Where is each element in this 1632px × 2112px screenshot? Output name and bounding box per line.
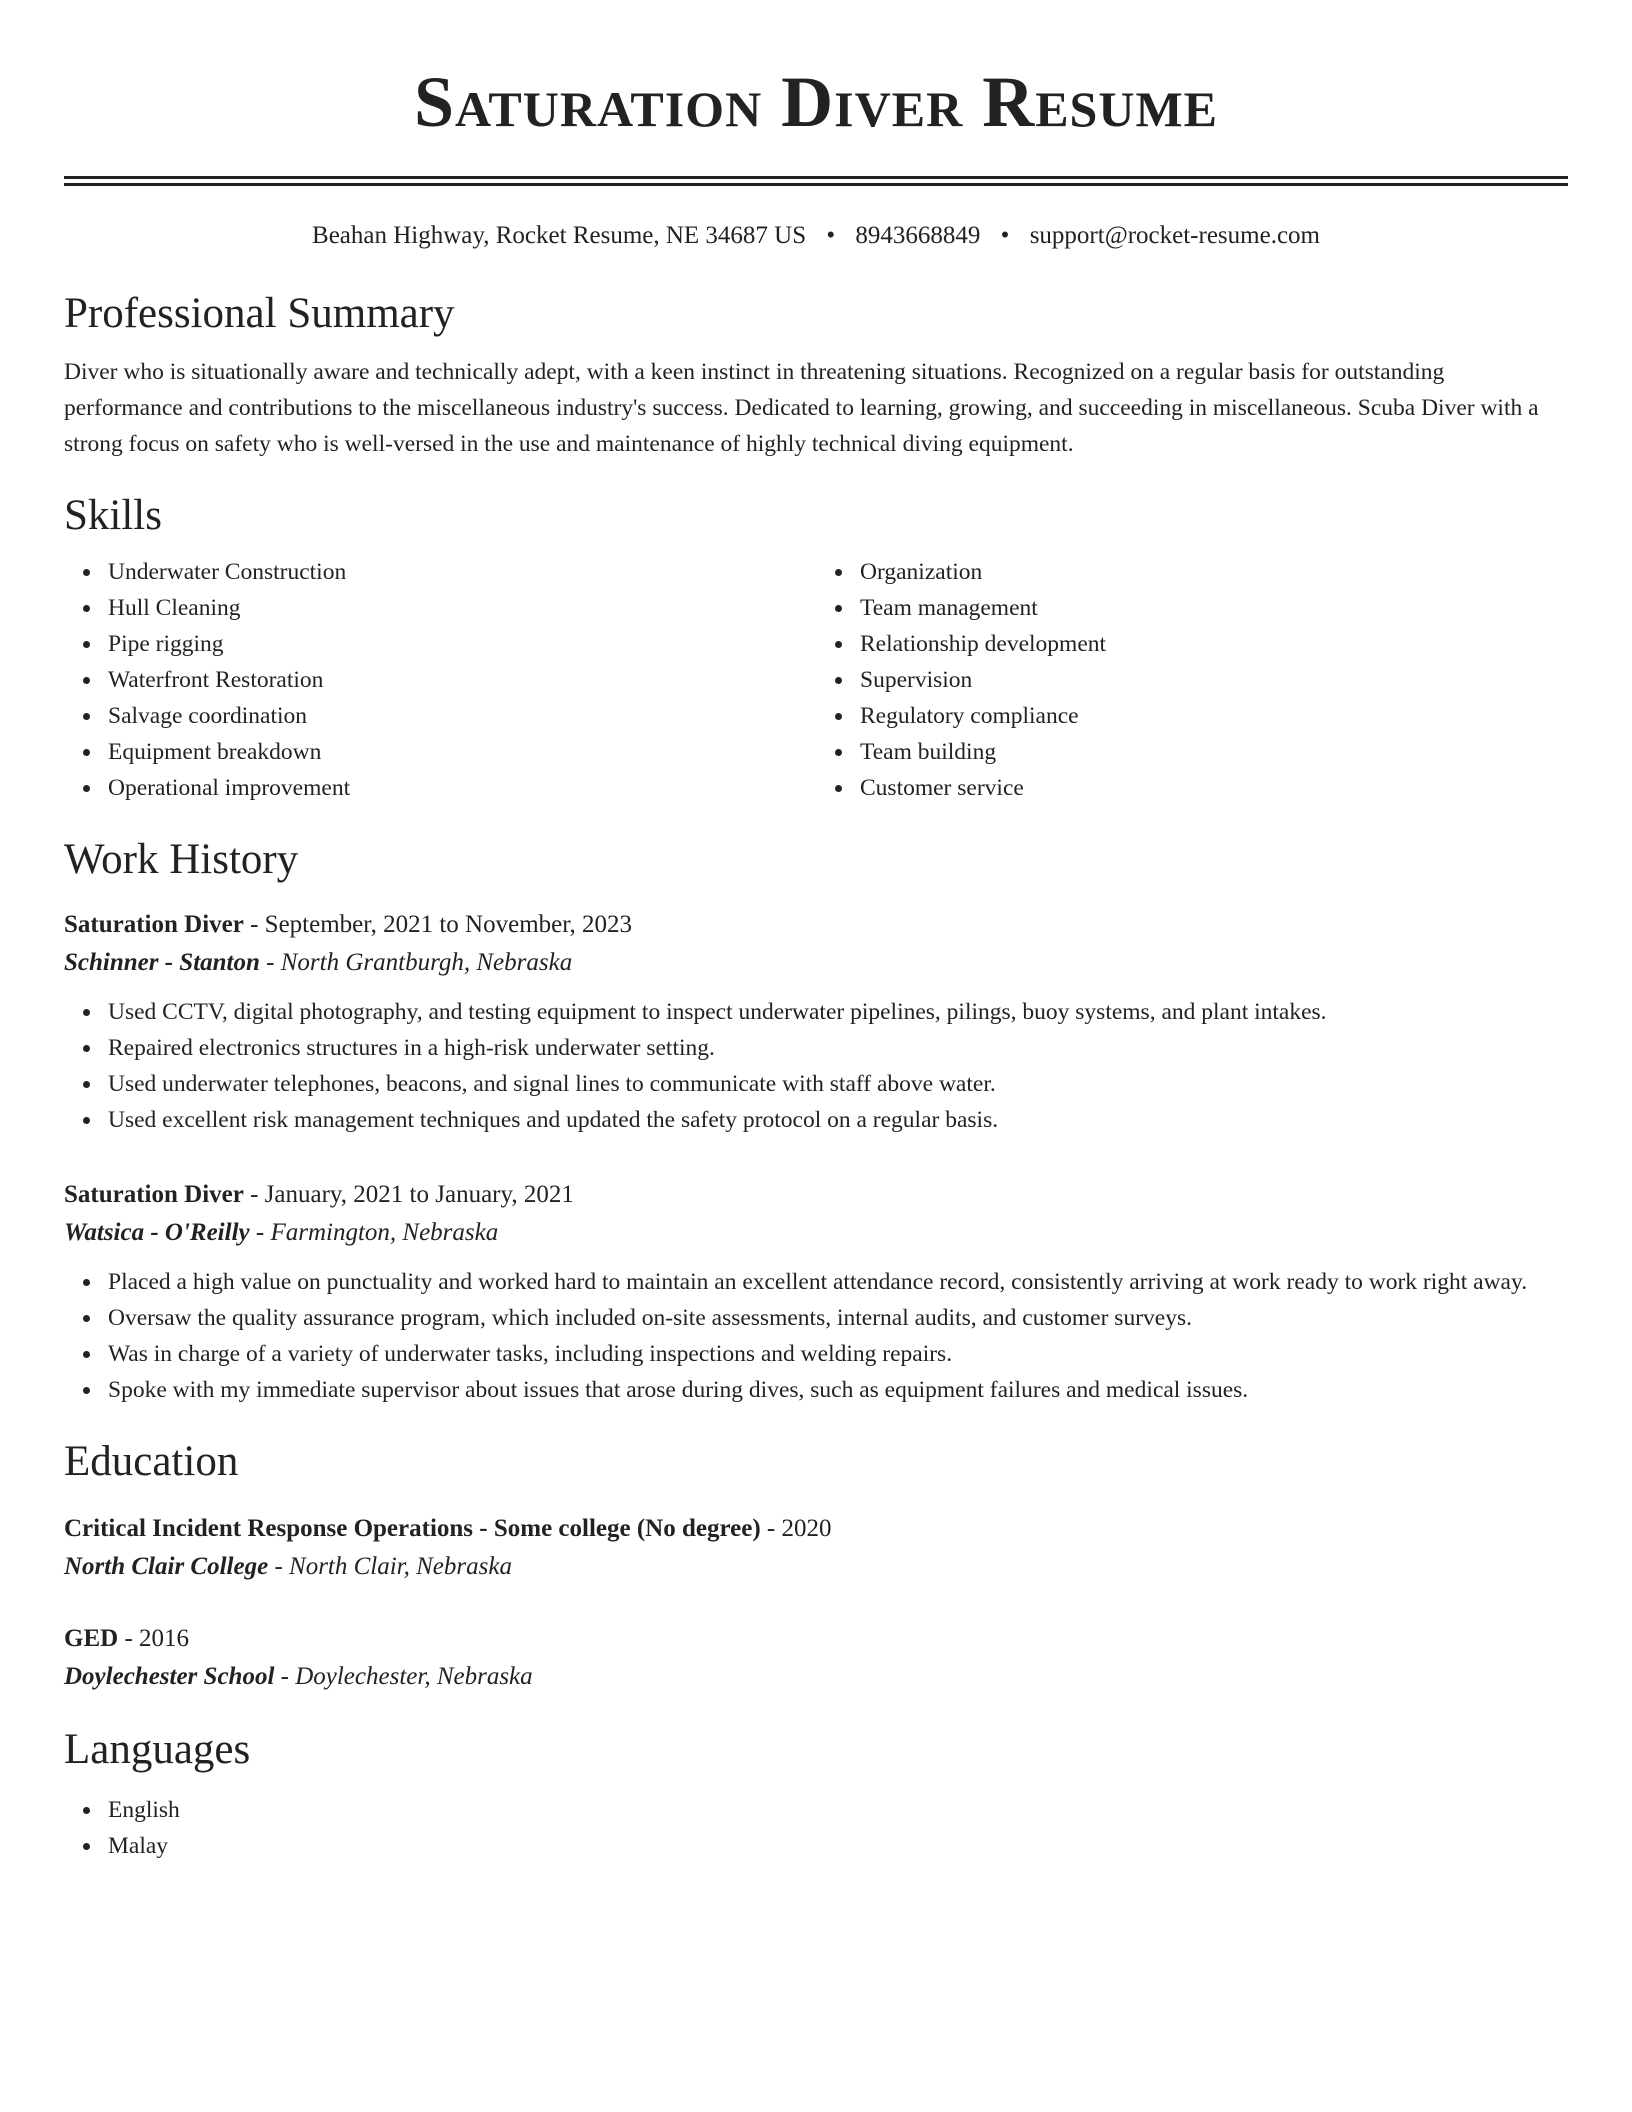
work-history-section	[64, 832, 1568, 1408]
job-duty: Was in charge of a variety of underwater tasks, including inspections and welding repairs.	[108, 1336, 1568, 1372]
education-heading: Education	[64, 1438, 239, 1485]
skills-heading: Skills	[64, 492, 162, 539]
education-section	[64, 1434, 1568, 1696]
skills-section	[64, 488, 1568, 806]
school-location: - North Clair, Nebraska	[268, 1553, 512, 1580]
employer-location: - North Grantburgh, Nebraska	[259, 949, 573, 976]
skill-item: Regulatory compliance	[860, 698, 1568, 734]
skill-item: Supervision	[860, 662, 1568, 698]
school-location: - Doylechester, Nebraska	[274, 1663, 533, 1690]
skill-item: Equipment breakdown	[108, 734, 816, 770]
job-duties-list	[64, 1264, 1568, 1408]
job-entry	[64, 1176, 1568, 1408]
job-title-line	[64, 906, 1568, 944]
degree-year: - 2016	[118, 1625, 190, 1652]
school-name: Doylechester School	[64, 1663, 275, 1690]
job-dates: - January, 2021 to January, 2021	[243, 1181, 574, 1208]
job-entry	[64, 906, 1568, 1138]
languages-heading: Languages	[64, 1726, 251, 1773]
job-duty: Used excellent risk management techniques and updated the safety protocol on a regular basis.	[108, 1102, 1568, 1138]
skill-item: Pipe rigging	[108, 626, 816, 662]
skill-item: Underwater Construction	[108, 554, 816, 590]
degree-line	[64, 1620, 1568, 1658]
contact-email: support@rocket-resume.com	[1029, 222, 1320, 249]
contact-separator: •	[1000, 222, 1010, 249]
job-duty: Used CCTV, digital photography, and testing equipment to inspect underwater pipelines, pilings, buoy systems, and plant intakes.	[108, 994, 1568, 1030]
job-dates: - September, 2021 to November, 2023	[243, 911, 633, 938]
language-item: English	[108, 1792, 1568, 1828]
summary-heading: Professional Summary	[64, 290, 455, 337]
skill-item: Operational improvement	[108, 770, 816, 806]
skill-item: Customer service	[860, 770, 1568, 806]
skills-right-list	[816, 554, 1568, 806]
language-item: Malay	[108, 1828, 1568, 1864]
degree-year: - 2020	[760, 1515, 832, 1542]
contact-separator: •	[826, 222, 836, 249]
employer-line	[64, 944, 1568, 982]
school-line	[64, 1658, 1568, 1696]
job-title-line	[64, 1176, 1568, 1214]
resume-title: Saturation Diver Resume	[413, 62, 1219, 142]
contact-line	[64, 220, 1568, 252]
skill-item: Organization	[860, 554, 1568, 590]
degree-line	[64, 1510, 1568, 1548]
job-duty: Oversaw the quality assurance program, which included on-site assessments, internal audits, and customer surveys.	[108, 1300, 1568, 1336]
work-history-heading: Work History	[64, 836, 299, 883]
skill-item: Hull Cleaning	[108, 590, 816, 626]
languages-section	[64, 1722, 1568, 1864]
employer-line	[64, 1214, 1568, 1252]
education-entry	[64, 1510, 1568, 1586]
degree-name: Critical Incident Response Operations - Some college (No degree)	[64, 1515, 761, 1542]
job-title: Saturation Diver	[64, 911, 244, 938]
contact-address: Beahan Highway, Rocket Resume, NE 34687 US	[312, 222, 807, 249]
school-name: North Clair College	[64, 1553, 269, 1580]
skill-item: Salvage coordination	[108, 698, 816, 734]
languages-list	[64, 1792, 1568, 1864]
education-entry	[64, 1620, 1568, 1696]
employer-name: Watsica - O'Reilly	[64, 1219, 250, 1246]
job-duties-list	[64, 994, 1568, 1138]
job-duty: Used underwater telephones, beacons, and signal lines to communicate with staff above water.	[108, 1066, 1568, 1102]
summary-text: Diver who is situationally aware and technically adept, with a keen instinct in threatening situations. Recognized on a regular basis for outstanding performance and contributions to the miscellaneous industry's success. Dedicated to learning, growing, and succeeding in miscellaneous. Scuba Diver with a strong focus on safety who is well-versed in the use and maintenance of highly technical diving equipment.	[64, 359, 1539, 457]
degree-name: GED	[64, 1625, 119, 1652]
title-divider	[64, 176, 1568, 186]
skill-item: Relationship development	[860, 626, 1568, 662]
school-line	[64, 1548, 1568, 1586]
skill-item: Team management	[860, 590, 1568, 626]
skill-item: Waterfront Restoration	[108, 662, 816, 698]
contact-phone: 8943668849	[855, 222, 981, 249]
job-title: Saturation Diver	[64, 1181, 244, 1208]
summary-section	[64, 286, 1568, 462]
skill-item: Team building	[860, 734, 1568, 770]
job-duty: Spoke with my immediate supervisor about issues that arose during dives, such as equipment failures and medical issues.	[108, 1372, 1568, 1408]
skills-left-list	[64, 554, 816, 806]
job-duty: Placed a high value on punctuality and worked hard to maintain an excellent attendance record, consistently arriving at work ready to work right away.	[108, 1264, 1568, 1300]
job-duty: Repaired electronics structures in a high-risk underwater setting.	[108, 1030, 1568, 1066]
skills-grid	[64, 554, 1568, 806]
employer-name: Schinner - Stanton	[64, 949, 260, 976]
employer-location: - Farmington, Nebraska	[249, 1219, 499, 1246]
